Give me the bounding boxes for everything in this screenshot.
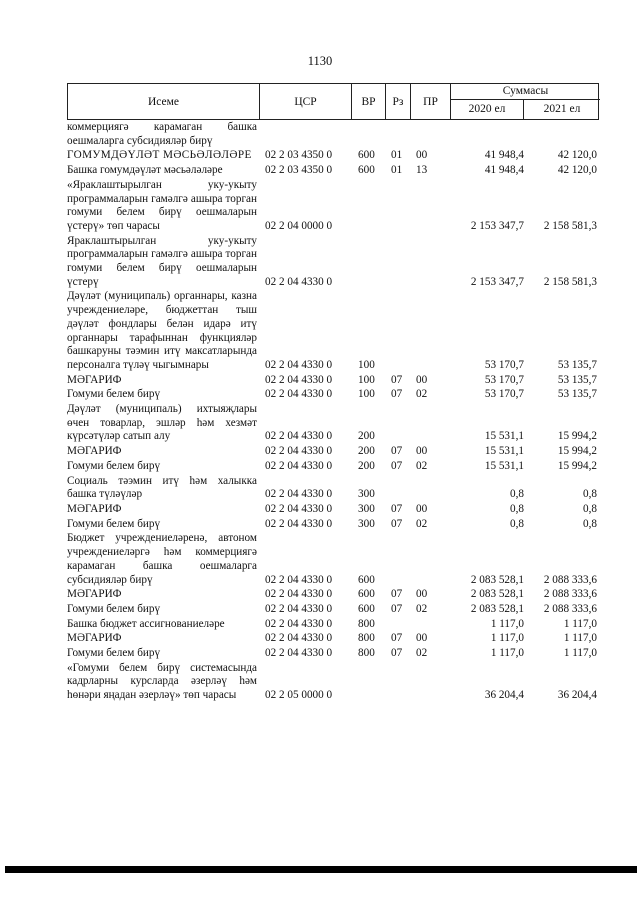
row-rz: 07 xyxy=(391,373,403,386)
row-rz: 07 xyxy=(391,388,403,401)
row-pr: 00 xyxy=(416,149,428,162)
table-row xyxy=(67,445,607,459)
row-sum-2021: 2 088 333,6 xyxy=(543,588,597,601)
row-sum-2021: 53 135,7 xyxy=(557,358,597,371)
row-csr: 02 2 04 4330 0 xyxy=(265,602,333,615)
row-pr: 02 xyxy=(416,459,428,472)
row-sum-2020: 2 153 347,7 xyxy=(470,275,524,288)
row-sum-2021: 2 088 333,6 xyxy=(543,602,597,615)
header-year-2021: 2021 ел xyxy=(543,103,581,115)
row-pr: 00 xyxy=(416,632,428,645)
row-name: ГОМУМДӘҮЛӘТ МӘСЬӘЛӘЛӘРЕ xyxy=(67,149,252,162)
row-csr: 02 2 04 4330 0 xyxy=(265,373,333,386)
table-row xyxy=(67,235,607,290)
row-vr: 100 xyxy=(358,388,375,401)
page-number: 1130 xyxy=(307,54,333,68)
row-csr: 02 2 04 4330 0 xyxy=(265,445,333,458)
header-year-2020: 2020 ел xyxy=(451,99,524,120)
row-sum-2020: 0,8 xyxy=(510,517,524,530)
row-name: МӘГАРИФ xyxy=(67,632,122,645)
row-vr: 100 xyxy=(358,358,375,371)
row-vr: 600 xyxy=(358,164,375,177)
row-vr: 600 xyxy=(358,602,375,615)
row-sum-2021: 15 994,2 xyxy=(557,459,597,472)
row-sum-2020: 1 117,0 xyxy=(490,617,524,630)
row-sum-2020: 2 083 528,1 xyxy=(470,588,524,601)
row-csr: 02 2 04 4330 0 xyxy=(265,502,333,515)
table-row xyxy=(67,460,607,474)
row-name: Гомуми белем бирү xyxy=(67,388,161,401)
header-name: Исеме xyxy=(68,84,260,119)
table-row xyxy=(67,164,607,178)
row-rz: 01 xyxy=(391,149,403,162)
row-sum-2021: 15 994,2 xyxy=(557,430,597,443)
row-sum-2021: 53 135,7 xyxy=(557,373,597,386)
row-sum-2020: 53 170,7 xyxy=(484,373,524,386)
row-csr: 02 2 04 4330 0 xyxy=(265,617,333,630)
header-vr: ВР xyxy=(352,84,386,119)
row-vr: 100 xyxy=(358,373,375,386)
row-csr: 02 2 04 4330 0 xyxy=(265,573,333,586)
row-csr: 02 2 03 4350 0 xyxy=(265,149,333,162)
row-pr: 00 xyxy=(416,588,428,601)
row-sum-2021: 2 158 581,3 xyxy=(543,219,597,232)
row-name: МӘГАРИФ xyxy=(67,373,122,386)
row-sum-2020: 0,8 xyxy=(510,502,524,515)
row-vr: 600 xyxy=(358,573,375,586)
row-pr: 02 xyxy=(416,388,428,401)
row-vr: 800 xyxy=(358,617,375,630)
row-sum-2021: 1 117,0 xyxy=(563,632,597,645)
row-name: коммерциягә карамаган башка оешмаларга субсидияләр бирү xyxy=(67,121,257,147)
row-csr: 02 2 04 4330 0 xyxy=(265,632,333,645)
table-row xyxy=(67,121,607,148)
row-sum-2021: 2 158 581,3 xyxy=(543,275,597,288)
row-name: МӘГАРИФ xyxy=(67,502,122,515)
row-sum-2021: 1 117,0 xyxy=(563,617,597,630)
row-rz: 07 xyxy=(391,647,403,660)
row-sum-2021: 15 994,2 xyxy=(557,445,597,458)
row-csr: 02 2 04 4330 0 xyxy=(265,647,333,660)
table-row xyxy=(67,149,607,163)
row-csr: 02 2 04 4330 0 xyxy=(265,588,333,601)
row-vr: 200 xyxy=(358,445,375,458)
table-body xyxy=(67,121,607,704)
row-sum-2021: 42 120,0 xyxy=(557,149,597,162)
row-csr: 02 2 04 4330 0 xyxy=(265,388,333,401)
table-row xyxy=(67,518,607,532)
row-csr: 02 2 05 0000 0 xyxy=(265,689,333,702)
table-row xyxy=(67,388,607,402)
table-row xyxy=(67,632,607,646)
row-name: МӘГАРИФ xyxy=(67,445,122,458)
row-vr: 800 xyxy=(358,647,375,660)
row-name: Гомуми белем бирү xyxy=(67,459,161,472)
table-row xyxy=(67,179,607,234)
table-row xyxy=(67,588,607,602)
row-sum-2021: 0,8 xyxy=(583,488,597,501)
row-sum-2020: 1 117,0 xyxy=(490,647,524,660)
row-name: Дәүләт (муниципаль) ихтыяҗлары өчен товарлар, эшләр һәм хезмәт күрсәтүләр сатып алу xyxy=(67,403,257,443)
table-row xyxy=(67,603,607,617)
row-sum-2020: 15 531,1 xyxy=(484,445,524,458)
row-name: «Яраклаштырылган уку-укыту программаларын гамәлгә ашыра торган гомуми белем бирү оешмаларын үстерү» төп чарасы xyxy=(67,178,257,232)
header-pr: ПР xyxy=(411,84,451,119)
header-sums xyxy=(451,84,600,119)
row-vr: 200 xyxy=(358,430,375,443)
row-vr: 300 xyxy=(358,517,375,530)
row-vr: 800 xyxy=(358,632,375,645)
row-sum-2020: 2 083 528,1 xyxy=(470,602,524,615)
row-name: Бюджет учреждениеләренә, автоном учреждениеләргә һәм коммерциягә карамаган башка оешмаларга субсидияләр бирү xyxy=(67,532,257,586)
row-sum-2020: 1 117,0 xyxy=(490,632,524,645)
row-name: Башка гомумдәүләт мәсьәләләре xyxy=(67,164,223,177)
row-rz: 07 xyxy=(391,517,403,530)
row-csr: 02 2 04 0000 0 xyxy=(265,219,333,232)
row-rz: 07 xyxy=(391,632,403,645)
row-vr: 300 xyxy=(358,502,375,515)
row-vr: 300 xyxy=(358,488,375,501)
table-row xyxy=(67,647,607,661)
row-name: Гомуми белем бирү xyxy=(67,517,161,530)
table-row xyxy=(67,475,607,502)
row-vr: 600 xyxy=(358,149,375,162)
row-csr: 02 2 04 4330 0 xyxy=(265,275,333,288)
row-rz: 07 xyxy=(391,459,403,472)
scan-edge-bar xyxy=(5,866,637,873)
row-pr: 13 xyxy=(416,164,428,177)
row-sum-2020: 53 170,7 xyxy=(484,388,524,401)
row-name: Гомуми белем бирү xyxy=(67,647,161,660)
row-sum-2020: 0,8 xyxy=(510,488,524,501)
table-row xyxy=(67,290,607,372)
row-name: Гомуми белем бирү xyxy=(67,602,161,615)
row-sum-2021: 0,8 xyxy=(583,502,597,515)
row-sum-2020: 15 531,1 xyxy=(484,459,524,472)
header-sums-title: Суммасы xyxy=(451,84,600,100)
table-row xyxy=(67,618,607,632)
row-sum-2021: 1 117,0 xyxy=(563,647,597,660)
row-rz: 07 xyxy=(391,502,403,515)
table-row xyxy=(67,503,607,517)
row-csr: 02 2 04 4330 0 xyxy=(265,459,333,472)
row-csr: 02 2 04 4330 0 xyxy=(265,517,333,530)
row-name: МӘГАРИФ xyxy=(67,588,122,601)
row-rz: 07 xyxy=(391,588,403,601)
table-header xyxy=(67,83,599,120)
row-rz: 01 xyxy=(391,164,403,177)
row-pr: 02 xyxy=(416,517,428,530)
row-csr: 02 2 04 4330 0 xyxy=(265,358,333,371)
row-sum-2021: 53 135,7 xyxy=(557,388,597,401)
header-rz: Рз xyxy=(386,84,411,119)
table-row xyxy=(67,403,607,444)
row-sum-2020: 15 531,1 xyxy=(484,430,524,443)
row-pr: 02 xyxy=(416,647,428,660)
row-pr: 00 xyxy=(416,373,428,386)
row-vr: 600 xyxy=(358,588,375,601)
table-row xyxy=(67,374,607,388)
row-sum-2021: 2 088 333,6 xyxy=(543,573,597,586)
row-sum-2021: 36 204,4 xyxy=(557,689,597,702)
row-name: Социаль тәэмин итү һәм халыкка башка түләүләр xyxy=(67,474,257,501)
row-sum-2021: 42 120,0 xyxy=(557,164,597,177)
row-rz: 07 xyxy=(391,602,403,615)
row-rz: 07 xyxy=(391,445,403,458)
row-sum-2020: 2 083 528,1 xyxy=(470,573,524,586)
table-row xyxy=(67,662,607,703)
row-csr: 02 2 03 4350 0 xyxy=(265,164,333,177)
row-sum-2021: 0,8 xyxy=(583,517,597,530)
row-sum-2020: 36 204,4 xyxy=(484,689,524,702)
row-sum-2020: 2 153 347,7 xyxy=(470,219,524,232)
row-sum-2020: 41 948,4 xyxy=(484,164,524,177)
row-sum-2020: 41 948,4 xyxy=(484,149,524,162)
row-name: Яраклаштырылган уку-укыту программаларын гамәлгә ашыра торган гомуми белем бирү оешмаларын үстерү xyxy=(67,234,257,288)
row-csr: 02 2 04 4330 0 xyxy=(265,488,333,501)
row-pr: 00 xyxy=(416,445,428,458)
row-pr: 02 xyxy=(416,602,428,615)
row-name: «Гомуми белем бирү системасында кадрларны курсларда әзерләү һәм һөнәри яңадан әзерләү» төп чарасы xyxy=(67,661,257,702)
header-csr: ЦСР xyxy=(260,84,352,119)
row-name: Дәүләт (муниципаль) органнары, казна учреждениеләре, бюджеттан тыш дәүләт фондлары белән идарә итү органнары тарафыннан функцияләр башкаруны тәэмин итү максатларында персоналга түләү чыгымнары xyxy=(67,290,257,371)
row-csr: 02 2 04 4330 0 xyxy=(265,430,333,443)
row-name: Башка бюджет ассигнованиеләре xyxy=(67,617,225,630)
row-sum-2020: 53 170,7 xyxy=(484,358,524,371)
row-vr: 200 xyxy=(358,459,375,472)
row-pr: 00 xyxy=(416,502,428,515)
table-row xyxy=(67,532,607,587)
